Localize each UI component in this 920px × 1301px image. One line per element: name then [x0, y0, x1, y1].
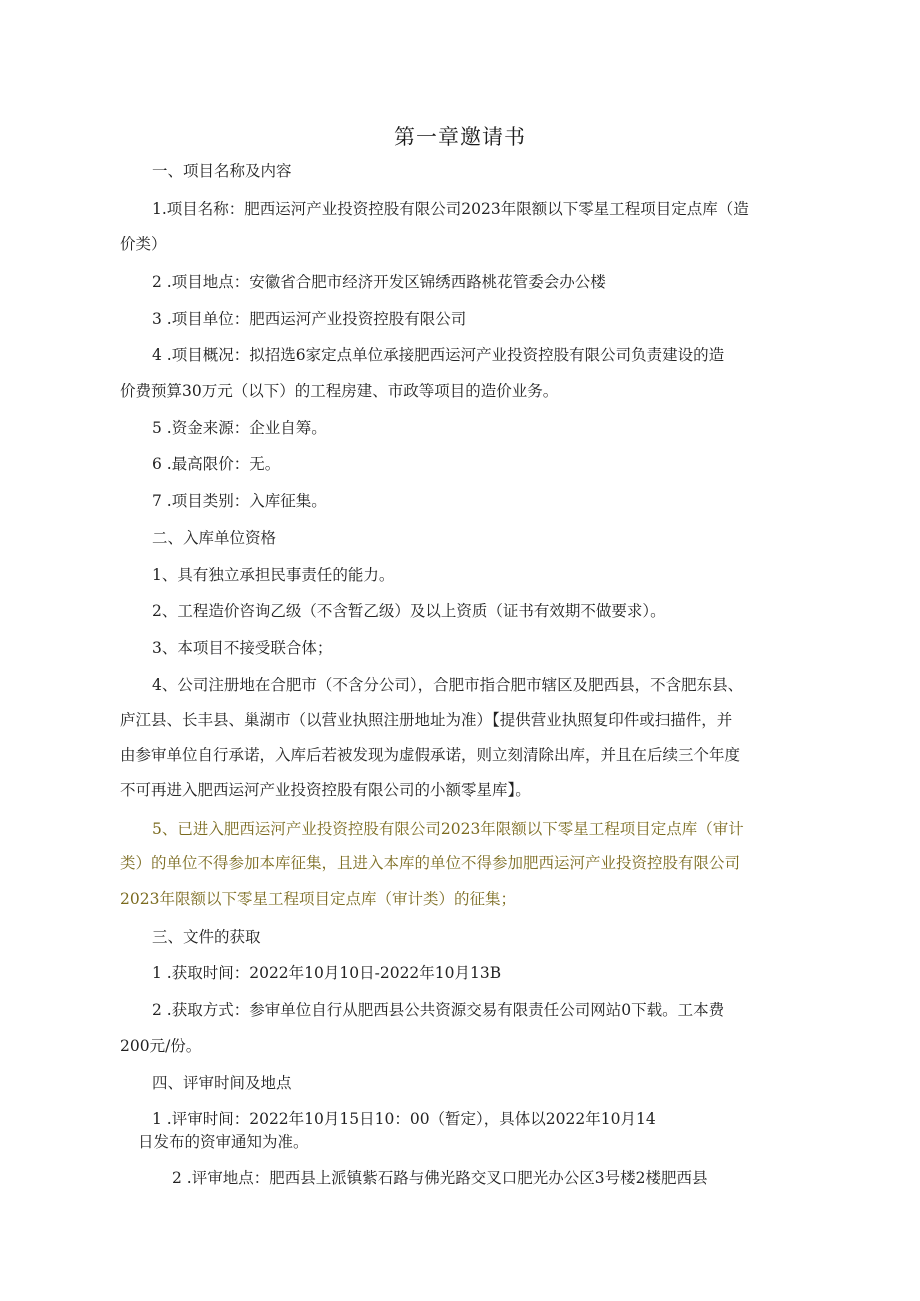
section-heading-document-acquisition: 三、文件的获取 — [152, 928, 261, 946]
item-fund-source: 5 .资金来源：企业自筹。 — [152, 419, 327, 437]
qualification-item-4-line-2: 庐江县、长丰县、巢湖市（以营业执照注册地址为准）【提供营业执照复印件或扫描件，并 — [120, 711, 733, 729]
item-project-location: 2 .项目地点：安徽省合肥市经济开发区锦绣西路桃花管委会办公楼 — [152, 273, 606, 291]
qualification-item-4: 4、公司注册地在合肥市（不含分公司），合肥市指合肥市辖区及肥西县，不含肥东县、 — [152, 676, 744, 694]
review-time-continued: 日发布的资审通知为准。 — [138, 1133, 309, 1151]
item-project-overview-continued: 价费预算30万元（以下）的工程房建、市政等项目的造价业务。 — [120, 382, 559, 400]
section-heading-qualifications: 二、入库单位资格 — [152, 529, 277, 547]
acquisition-time: 1 .获取时间：2022年10月10日-2022年10月13B — [152, 964, 502, 982]
item-project-name: 1.项目名称：肥西运河产业投资控股有限公司2023年限额以下零星工程项目定点库（造 — [152, 200, 749, 218]
review-time: 1 .评审时间：2022年10月15日10：00（暂定），具体以2022年10月14 — [152, 1110, 656, 1128]
acquisition-method: 2 .获取方式：参审单位自行从肥西县公共资源交易有限责任公司网站0下载。工本费 — [152, 1001, 725, 1019]
review-place: 2 .评审地点：肥西县上派镇紫石路与佛光路交叉口肥光办公区3号楼2楼肥西县 — [172, 1169, 708, 1187]
document-title: 第一章邀请书 — [394, 125, 526, 149]
qualification-item-1: 1、具有独立承担民事责任的能力。 — [152, 566, 395, 584]
qualification-item-5-line-2: 类）的单位不得参加本库征集，且进入本库的单位不得参加肥西运河产业投资控股有限公司 — [120, 854, 741, 872]
item-project-overview: 4 .项目概况：拟招选6家定点单位承接肥西运河产业投资控股有限公司负责建设的造 — [152, 346, 725, 364]
qualification-item-3: 3、本项目不接受联合体； — [152, 639, 333, 657]
qualification-item-5: 5、已进入肥西运河产业投资控股有限公司2023年限额以下零星工程项目定点库（审计 — [152, 820, 744, 838]
qualification-item-2: 2、工程造价咨询乙级（不含暂乙级）及以上资质（证书有效期不做要求）。 — [152, 602, 666, 620]
item-project-category: 7 .项目类别：入库征集。 — [152, 492, 327, 510]
section-heading-project-name: 一、项目名称及内容 — [152, 162, 292, 180]
qualification-item-4-line-4: 不可再进入肥西运河产业投资控股有限公司的小额零星库】。 — [120, 781, 531, 799]
item-project-unit: 3 .项目单位：肥西运河产业投资控股有限公司 — [152, 310, 467, 328]
item-project-name-continued: 价类） — [120, 235, 167, 253]
qualification-item-5-line-3: 2023年限额以下零星工程项目定点库（审计类）的征集； — [120, 890, 516, 908]
acquisition-method-continued: 200元/份。 — [120, 1037, 202, 1055]
item-max-price: 6 .最高限价：无。 — [152, 455, 281, 473]
qualification-item-4-line-3: 由参审单位自行承诺，入库后若被发现为虚假承诺，则立刻清除出库，并且在后续三个年度 — [120, 746, 741, 764]
section-heading-review-time-place: 四、评审时间及地点 — [152, 1074, 292, 1092]
